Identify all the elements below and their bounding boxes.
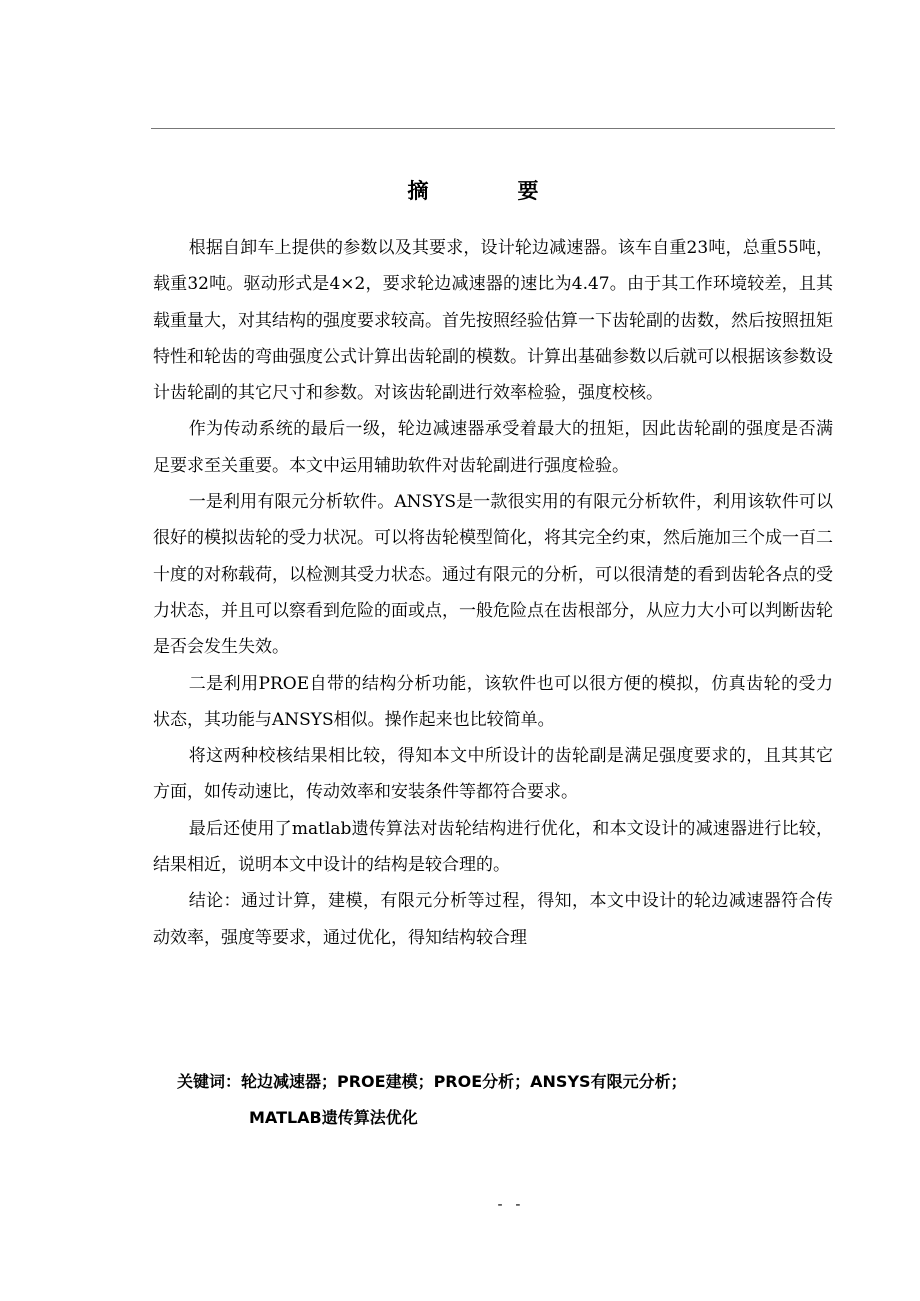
abstract-paragraph: 作为传动系统的最后一级，轮边减速器承受着最大的扭矩，因此齿轮副的强度是否满足要求至关重要。本文中运用辅助软件对齿轮副进行强度检验。 [153,419,833,476]
abstract-paragraph: 根据自卸车上提供的参数以及其要求，设计轮边减速器。该车自重23吨，总重55吨，载重32吨。驱动形式是4×2，要求轮边减速器的速比为4.47。由于其工作环境较差，且其载重量大，对其结构的强度要求较高。首先按照经验估算一下齿轮副的齿数，然后按照扭矩特性和轮齿的弯曲强度公式计算出齿轮副的模数。计算出基础参数以后就可以根据该参数设计齿轮副的其它尺寸和参数。对该齿轮副进行效率检验，强度校核。 [153,238,833,404]
abstract-paragraph: 将这两种校核结果相比较，得知本文中所设计的齿轮副是满足强度要求的，且其其它方面，如传动速比，传动效率和安装条件等都符合要求。 [153,746,833,803]
keywords-line: 关键词：轮边减速器；PROE建模；PROE分析；ANSYS有限元分析； [177,1072,687,1091]
abstract-paragraph: 一是利用有限元分析软件。ANSYS是一款很实用的有限元分析软件，利用该软件可以很好的模拟齿轮的受力状况。可以将齿轮模型简化，将其完全约束，然后施加三个成一百二十度的对称载荷，以检测其受力状态。通过有限元的分析，可以很清楚的看到齿轮各点的受力状态，并且可以察看到危险的面或点，一般危险点在齿根部分，从应力大小可以判断齿轮是否会发生失效。 [153,492,833,658]
abstract-paragraph: 结论：通过计算，建模，有限元分析等过程，得知，本文中设计的轮边减速器符合传动效率，强度等要求，通过优化，得知结构较合理 [153,891,833,948]
abstract-paragraph: 最后还使用了matlab遗传算法对齿轮结构进行优化，和本文设计的减速器进行比较，结果相近，说明本文中设计的结构是较合理的。 [153,818,833,876]
page-title: 摘 要 [407,179,573,203]
abstract-paragraph: 二是利用PROE自带的结构分析功能，该软件也可以很方便的模拟，仿真齿轮的受力状态，其功能与ANSYS相似。操作起来也比较简单。 [153,673,833,730]
page-number: - - [497,1195,525,1213]
keywords-line: MATLAB遗传算法优化 [249,1108,418,1127]
keywords-block [177,1064,837,1136]
abstract-body [153,230,833,956]
header-rule [151,128,835,129]
